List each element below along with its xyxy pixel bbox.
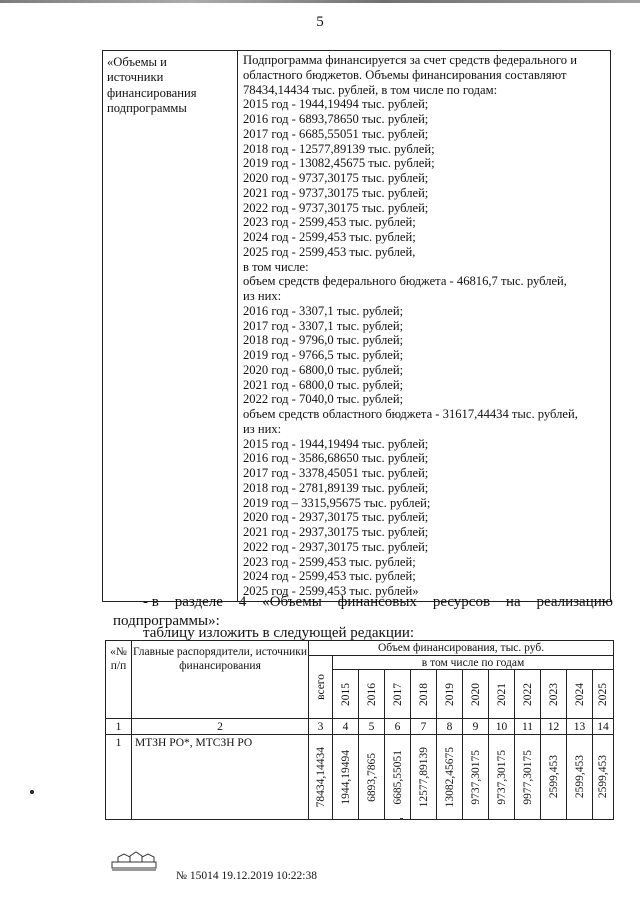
passport-line: 2018 год - 2781,89139 тыс. рублей; [243,480,429,495]
year-header-cell [359,670,385,719]
passport-line: 2022 год - 9737,30175 тыс. рублей; [243,200,429,215]
instruction-word: реализацию [536,594,613,610]
year-value-cell-value: 2599,453 [597,755,610,799]
column-number-cell: 4 [333,719,359,735]
instruction-word: на [505,594,521,610]
passport-label-line: источники [107,70,164,85]
column-number-cell: 13 [567,719,593,735]
year-header-cell [567,670,593,719]
column-number-cell: 5 [359,719,385,735]
scan-mark [400,818,403,820]
passport-line: 2024 год - 2599,453 тыс. рублей; [243,230,416,244]
year-value-cell [385,735,411,820]
instruction-line-1 [113,593,613,612]
column-number-row [106,719,614,735]
header-number: «№ п/п [106,641,132,719]
year-label: 2021 [495,682,508,706]
passport-line: 2018 год - 9796,0 тыс. рублей; [243,333,404,348]
passport-line: 2024 год - 2599,453 тыс. рублей; [243,569,416,584]
year-label: 2020 [469,682,482,706]
passport-line: областного бюджетов. Объемы финансирования составляют [243,67,567,82]
total-cell [309,735,333,820]
financing-table [105,640,614,820]
column-number-cell: 8 [437,719,463,735]
year-header-cell [515,670,541,719]
passport-line: 2017 год - 3307,1 тыс. рублей; [243,318,404,333]
passport-line: 2022 год - 7040,0 тыс. рублей; [243,392,404,407]
instruction-word: 4 [238,594,247,610]
year-header-cell [333,670,359,719]
year-label: 2016 [365,682,378,706]
column-number-cell: 9 [463,719,489,735]
year-value-cell-value: 9977,30175 [521,749,534,805]
year-header-cell [411,670,437,719]
year-value-cell-value: 9737,30175 [495,749,508,805]
column-number-cell: 14 [593,719,614,735]
passport-label-cell [103,51,238,602]
year-value-cell [593,735,614,820]
year-value-cell-value: 1944,19494 [339,749,352,805]
year-value-cell [411,735,437,820]
year-value-cell [437,735,463,820]
instruction-word: разделе [174,594,223,610]
passport-line: 2023 год - 2599,453 тыс. рублей; [243,554,416,569]
year-label: 2018 [417,682,430,706]
column-number-cell: 2 [132,719,309,735]
page-number: 5 [316,14,324,30]
passport-line: 2015 год - 1944,19494 тыс. рублей; [243,97,429,112]
passport-line: 2021 год - 9737,30175 тыс. рублей; [243,185,429,200]
passport-line: 2016 год - 3586,68650 тыс. рублей; [243,451,429,466]
year-label: 2022 [521,682,534,706]
column-number-cell: 6 [385,719,411,735]
header-by-years: в том числе по годам [333,656,614,670]
year-header-cell [593,670,614,719]
year-value-cell-value: 12577,89139 [417,746,430,808]
passport-line: в том числе: [243,259,309,274]
passport-line: 2015 год - 1944,19494 тыс. рублей; [243,436,429,451]
instruction-line-3: таблицу изложить в следующей редакции: [143,625,415,641]
passport-label-line: подпрограммы [107,101,187,116]
column-number-cell: 10 [489,719,515,735]
table-row [106,735,614,820]
passport-line: 2019 год – 3315,95675 тыс. рублей; [243,495,431,510]
passport-line: 78434,14434 тыс. рублей, в том числе по годам: [243,82,498,97]
passport-line: 2020 год - 2937,30175 тыс. рублей; [243,510,429,525]
year-label: 2015 [339,682,352,706]
passport-line: Подпрограмма финансируется за счет средств федерального и [243,53,577,67]
year-value-cell-value: 2599,453 [547,755,560,799]
passport-line: 2018 год - 12577,89139 тыс. рублей; [243,141,435,156]
passport-line: 2016 год - 6893,78650 тыс. рублей; [243,112,429,126]
scan-top-edge [0,0,640,3]
year-label: 2017 [391,682,404,706]
passport-table [102,50,611,602]
year-value-cell [515,735,541,820]
passport-content-cell [238,51,611,602]
year-value-cell [333,735,359,820]
row-number-cell: 1 [106,735,132,820]
year-value-cell [359,735,385,820]
instruction-word: - в [143,594,159,610]
year-label: 2024 [573,682,586,706]
passport-line: 2016 год - 3307,1 тыс. рублей; [243,303,404,318]
column-number-cell: 3 [309,719,333,735]
scan-mark [30,790,34,794]
passport-line: 2019 год - 9766,5 тыс. рублей; [243,348,404,362]
header-managers: Главные распорядители, источники финансирования [132,641,309,719]
column-number-cell: 11 [515,719,541,735]
registration-stamp: № 15014 19.12.2019 10:22:38 [176,870,317,882]
year-value-cell [463,735,489,820]
year-value-cell-value: 6893,7865 [365,752,378,802]
total-cell-value: 78434,14434 [314,746,327,808]
year-value-cell-value: 9737,30175 [469,749,482,805]
passport-line: 2020 год - 6800,0 тыс. рублей; [243,362,404,377]
year-value-cell-value: 13082,45675 [443,746,456,808]
year-value-cell [541,735,567,820]
passport-line: 2019 год - 13082,45675 тыс. рублей; [243,156,435,171]
passport-line: 2023 год - 2599,453 тыс. рублей; [243,215,416,230]
year-header-cell [541,670,567,719]
column-number-cell: 7 [411,719,437,735]
passport-line: 2025 год - 2599,453 тыс. рублей, [243,244,416,259]
year-header-cell [489,670,515,719]
instruction-word: «Объемы [262,594,322,610]
passport-line: из них: [243,289,282,303]
year-label: 2025 [597,682,610,706]
year-header-cell [385,670,411,719]
passport-content [238,53,610,599]
year-label: 2019 [443,682,456,706]
passport-line: 2017 год - 6685,55051 тыс. рублей; [243,126,429,141]
passport-label-line: финансирования [107,85,197,100]
instruction-line-2: подпрограммы»: [113,613,220,629]
year-label: 2023 [547,682,560,706]
passport-line: из них: [243,421,282,436]
year-value-cell-value: 6685,55051 [391,749,404,805]
column-number-cell: 1 [106,719,132,735]
year-value-cell-value: 2599,453 [573,755,586,799]
passport-label-line: «Объемы и [107,55,167,69]
passport-line: 2021 год - 6800,0 тыс. рублей; [243,377,404,392]
passport-line: 2021 год - 2937,30175 тыс. рублей; [243,525,429,539]
passport-line: объем средств областного бюджета - 31617,44434 тыс. рублей, [243,407,578,421]
header-volume: Объем финансирования, тыс. руб. [309,641,614,656]
column-number-cell: 12 [541,719,567,735]
year-value-cell [489,735,515,820]
passport-label [107,55,233,117]
passport-line: объем средств федерального бюджета - 46816,7 тыс. рублей, [243,274,567,289]
instruction-word: финансовых [337,594,417,610]
passport-line: 2020 год - 9737,30175 тыс. рублей; [243,171,429,185]
instruction-word: ресурсов [432,594,491,610]
year-value-cell [567,735,593,820]
year-header-cell [437,670,463,719]
header-total: всего [309,656,333,719]
passport-line: 2017 год - 3378,45051 тыс. рублей; [243,466,429,480]
year-header-cell [463,670,489,719]
row-name-cell: МТЗН РО*, МТСЗН РО [132,735,309,820]
passport-line: 2022 год - 2937,30175 тыс. рублей; [243,539,429,554]
registry-stamp-logo [108,850,160,872]
passport-line: 2025 год - 2599,453 тыс. рублей» [243,584,419,598]
